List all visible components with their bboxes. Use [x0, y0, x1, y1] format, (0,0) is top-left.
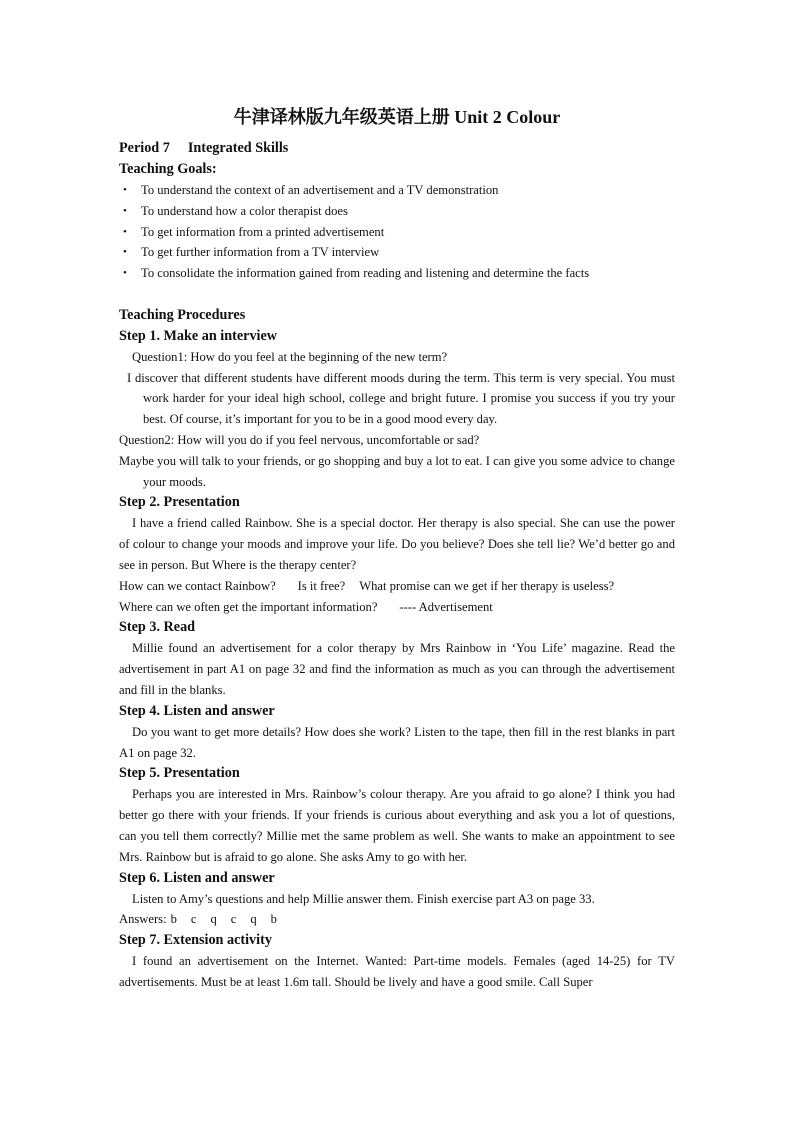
answer-item: b: [270, 912, 277, 927]
step4-paragraph: Do you want to get more details? How does she work? Listen to the tape, then fill in the rest blanks in part A1 on page 32.: [119, 724, 675, 760]
step2-question: Is it free?: [297, 578, 346, 593]
spacer: [119, 284, 675, 305]
step7-paragraph: I found an advertisement on the Internet. Wanted: Part-time models. Females (aged 14-25) for TV advertisements. Must be at least 1.6m tall. Should be lively and have a good smile. Call Super: [119, 954, 675, 989]
step5-heading: Step 5. Presentation: [119, 765, 240, 782]
step1-question2: Question2: How will you do if you feel nervous, uncomfortable or sad?: [119, 432, 480, 447]
teaching-goals-list: [119, 180, 675, 284]
procedures-heading: Teaching Procedures: [119, 306, 246, 323]
goal-item: • To understand how a color therapist does: [119, 201, 675, 222]
step3-heading: Step 3. Read: [119, 619, 196, 636]
step2-question: What promise can we get if her therapy is useless?: [359, 578, 615, 593]
step1-answer2: Maybe you will talk to your friends, or go shopping and buy a lot to eat. I can give you some advice to change your moods.: [119, 453, 675, 489]
step5-paragraph: Perhaps you are interested in Mrs. Rainbow’s colour therapy. Are you afraid to go alone? I think you had better go there with your friends. If your friends is curious about everything and ask you a lot of questions, can you tell them correctly? Millie met the same problem as well. She wants to make an appointment to see Mrs. Rainbow but is afraid to go alone. She asks Amy to go with her.: [119, 787, 675, 864]
answers-label: Answers:: [119, 912, 167, 927]
goal-item: • To get information from a printed advertisement: [119, 222, 675, 243]
answer-item: q: [250, 912, 257, 927]
goal-item: • To understand the context of an advertisement and a TV demonstration: [119, 180, 675, 201]
step2-question: How can we contact Rainbow?: [119, 578, 276, 593]
step6-paragraph: Listen to Amy’s questions and help Millie answer them. Finish exercise part A3 on page 33.: [132, 891, 595, 906]
step2-heading: Step 2. Presentation: [119, 494, 240, 511]
goal-item: • To get further information from a TV interview: [119, 242, 675, 263]
answer-item: c: [190, 912, 197, 927]
step2-questions: [119, 576, 675, 597]
step1-question1: Question1: How do you feel at the beginning of the new term?: [132, 349, 448, 364]
document-page: [119, 104, 675, 993]
period-name: Integrated Skills: [187, 140, 289, 156]
step1-heading: Step 1. Make an interview: [119, 327, 278, 344]
bullet-icon: •: [123, 204, 127, 217]
answer-item: c: [230, 912, 237, 927]
answer-item: q: [210, 912, 217, 927]
step3-paragraph: Millie found an advertisement for a color therapy by Mrs Rainbow in ‘You Life’ magazine. Read the advertisement in part A1 on page 32 and find the information as much as you can through the advertisement and fill in the blanks.: [119, 641, 675, 697]
step4-heading: Step 4. Listen and answer: [119, 702, 275, 719]
bullet-icon: •: [123, 184, 127, 196]
step2-paragraph: I have a friend called Rainbow. She is a special doctor. Her therapy is also special. She can use the power of colour to change your moods and improve your life. Do you believe? Does she tell lie? We’d better go and see in person. But Where is the therapy center?: [119, 516, 675, 572]
bullet-icon: •: [123, 225, 127, 238]
teaching-goals-heading: Teaching Goals:: [119, 161, 217, 177]
step2-where-line: [119, 597, 675, 618]
bullet-icon: •: [123, 267, 127, 280]
goal-item: • To consolidate the information gained from reading and listening and determine the facts: [119, 263, 675, 284]
step6-answers: [119, 909, 675, 930]
answer-item: b: [170, 912, 177, 927]
step2-where-question: Where can we often get the important information?: [119, 599, 378, 614]
bullet-icon: •: [123, 246, 127, 259]
step6-heading: Step 6. Listen and answer: [119, 869, 275, 886]
period-heading: [119, 138, 675, 159]
step7-heading: Step 7. Extension activity: [119, 932, 272, 949]
page-title: 牛津译林版九年级英语上册 Unit 2 Colour: [233, 107, 561, 127]
step1-answer1: I discover that different students have different moods during the term. This term is very special. You must work harder for your ideal high school, college and bright future. I promise you success if you try your best. Of course, it’s important for you to be in a good mood every day.: [127, 370, 675, 427]
period-label: Period 7: [119, 140, 170, 156]
step2-answer: ---- Advertisement: [399, 599, 493, 614]
